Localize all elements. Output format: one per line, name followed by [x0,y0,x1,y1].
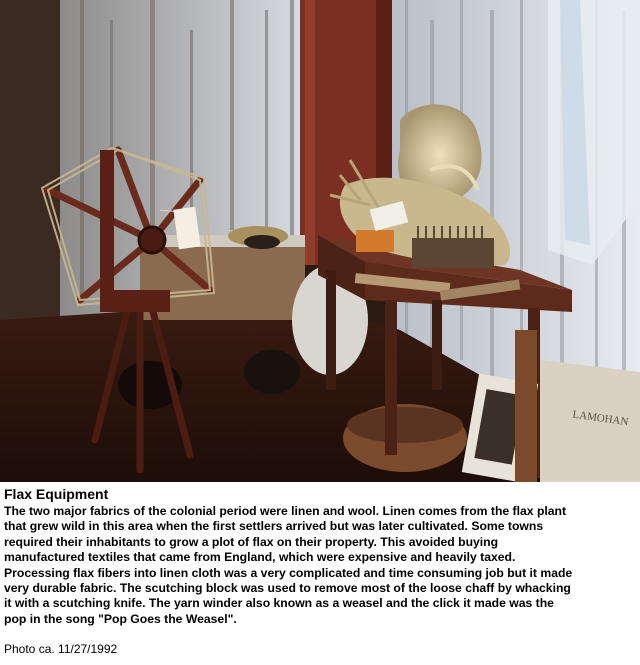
caption-title: Flax Equipment [4,486,109,502]
photo-date: Photo ca. 11/27/1992 [4,642,118,657]
scutching-block [356,230,394,252]
caption [4,486,636,657]
caption-body: The two major fabrics of the colonial period were linen and wool. Linen comes from the flax plant that grew wild in this area when the first settlers arrived but was later cultivated. Some towns required their inhabitants to grow a plot of flax on their property. This avoided buying manufactured textiles that came from England, which were expensive and heavily taxed. Processing flax fibers into linen cloth was a very complicated and time consuming job but it made very durable fabric. The scutching block was used to remove most of the loose chaff by whacking it with a scutching knife. The yarn winder also known as a weasel and the click it made was the pop in the song "Pop Goes the Weasel". [4,504,573,626]
hackle-board [412,238,494,268]
sign-text: LAMOHAN [571,408,630,429]
chair-post [515,330,537,482]
iron-pot [244,350,300,394]
